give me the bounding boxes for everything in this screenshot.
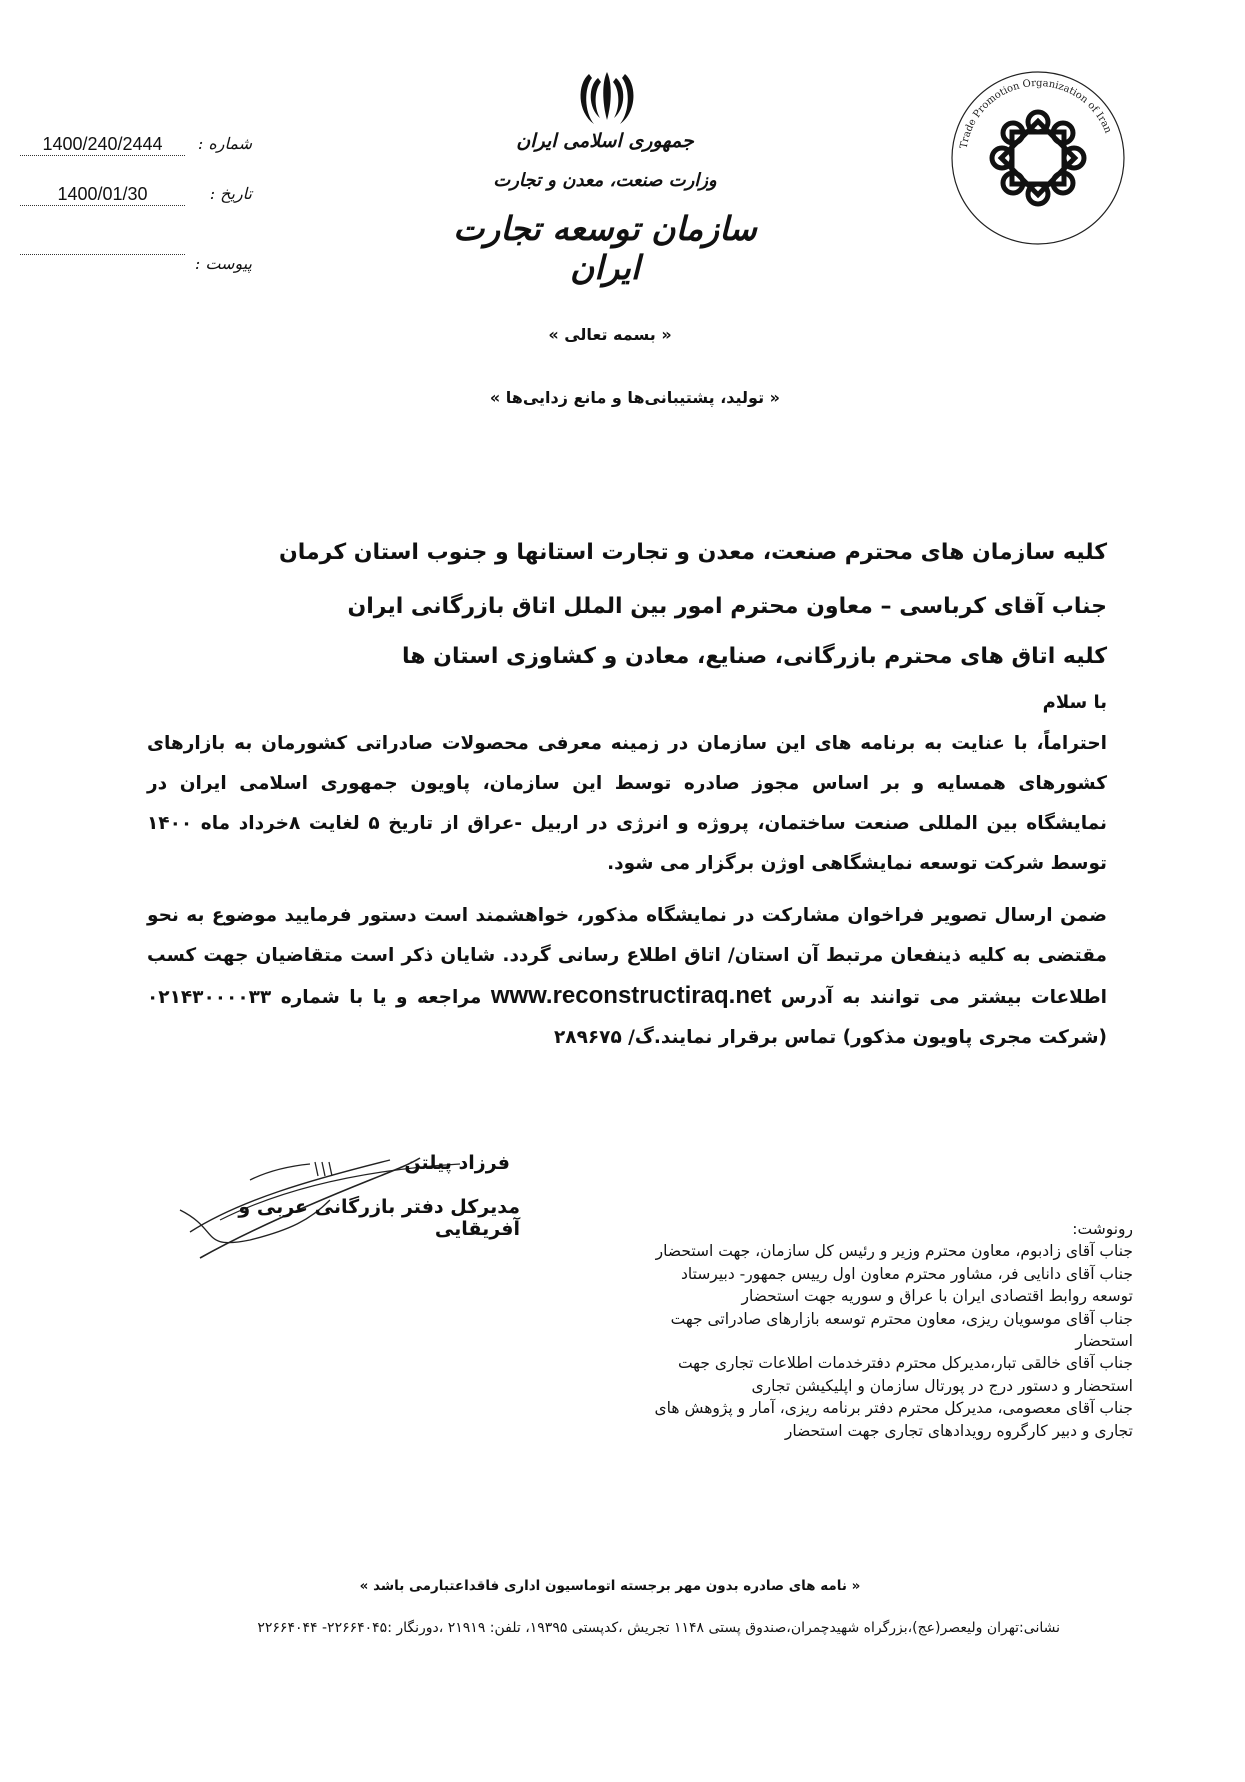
cc-list	[653, 1218, 1133, 1442]
tpo-seal-logo	[948, 68, 1128, 248]
letterhead	[440, 130, 770, 287]
ministry-title: وزارت صنعت، معدن و تجارت	[493, 170, 717, 191]
cc-item: جناب آقای خالقی تبار،مدیرکل محترم دفترخدمات اطلاعات تجاری جهت استحضار و دستور درج در پورتال سازمان و اپلیکیشن تجاری	[677, 1354, 1133, 1395]
letter-number-value: 1400/240/2444	[20, 134, 185, 156]
footer-address: نشانی:تهران ولیعصر(عج)،بزرگراه شهیدچمران،صندوق پستی ۱۱۴۸ تجریش ،کدپستی ۱۹۳۹۵، تلفن: ۲۱۹۱۹ ،دورنگار :۲۲۶۶۴۰۴۵- ۲۲۶۶۴۰۴۴	[257, 1620, 1060, 1636]
letter-number-label: شماره :	[197, 134, 252, 153]
cc-item: جناب آقای معصومی، مدیرکل محترم دفتر برنامه ریزی، آمار و پژوهش های تجاری و دبیر کارگروه رویدادهای تجاری جهت استحضار	[654, 1399, 1133, 1440]
cc-heading: رونوشت:	[1072, 1220, 1133, 1238]
iran-emblem-icon	[572, 68, 642, 128]
footer-validity-note: « نامه های صادره بدون مهر برجسته اتوماسیون اداری فاقداعتبارمی باشد »	[359, 1578, 861, 1594]
cc-item: جناب آقای دانایی فر، مشاور محترم معاون اول رییس جمهور- دبیرستاد توسعه روابط اقتصادی ایران با عراق و سوریه جهت استحضار	[681, 1264, 1133, 1306]
attachment-value	[20, 254, 185, 255]
attachment-row	[20, 254, 260, 280]
organization-title: سازمان توسعه تجارت ایران	[453, 209, 757, 287]
signatory-name: فرزاد پیلتن	[404, 1152, 510, 1174]
cc-item: جناب آقای زادبوم، معاون محترم وزیر و رئیس کل سازمان، جهت استحضار	[655, 1242, 1133, 1261]
basmala: « بسمه تعالی »	[548, 325, 672, 344]
republic-title: جمهوری اسلامی ایران	[516, 130, 694, 152]
recipient-line-3: کلیه اتاق های محترم بازرگانی، صنایع، معادن و کشاوزی استان ها	[402, 644, 1107, 669]
attachment-label: پیوست :	[194, 254, 252, 273]
website-link[interactable]: www.reconstructiraq.net	[490, 982, 772, 1009]
body-paragraph-2	[147, 896, 1107, 1058]
letter-date-value: 1400/01/30	[20, 184, 185, 206]
body-paragraph-2-text-b: مراجعه و یا با شماره ۰۲۱۴۳۰۰۰۰۳۳ (شرکت مجری پاویون مذکور) تماس برقرار نمایند.گ/ ۲۸۹۶۷۵	[147, 987, 1107, 1048]
recipient-line-2: جناب آقای کرباسی – معاون محترم امور بین الملل اتاق بازرگانی ایران	[347, 594, 1107, 619]
recipient-line-1: کلیه سازمان های محترم صنعت، معدن و تجارت استانها و جنوب استان کرمان	[278, 540, 1107, 565]
letter-number-row	[20, 134, 260, 160]
letter-date-row	[20, 184, 260, 210]
body-paragraph-2-text-a: ضمن ارسال تصویر فراخوان مشارکت در نمایشگاه مذکور، خواهشمند است دستور فرمایید موضوع به نحو مقتضی به کلیه ذینفعان مرتبط آن استان/ اتاق اطلاع رسانی گردد. شایان ذکر است متقاضیان جهت کسب اطلاعات بیشتر می توانند به آدرس	[147, 905, 1107, 1008]
svg-text:Trade Promotion Organization o: Trade Promotion Organization of Iran	[958, 77, 1114, 150]
letter-date-label: تاریخ :	[209, 184, 252, 203]
cc-item: جناب آقای موسویان ریزی، معاون محترم توسعه بازارهای صادراتی جهت استحضار	[670, 1309, 1133, 1351]
greeting: با سلام	[1042, 692, 1107, 713]
signatory-title: مدیرکل دفتر بازرگانی عربی و آفریقایی	[238, 1196, 520, 1240]
year-slogan: « تولید، پشتیبانی‌ها و مانع زدایی‌ها »	[489, 388, 780, 407]
body-paragraph-1: احتراماً، با عنایت به برنامه های این سازمان در زمینه معرفی محصولات صادراتی کشورمان به بازارهای کشورهای همسایه و بر اساس مجوز صادره توسط این سازمان، پاویون جمهوری اسلامی ایران در نمایشگاه بین المللی صنعت ساختمان، پروژه و انرژی در اربیل -عراق از تاریخ ۵ لغایت ۸خرداد ماه ۱۴۰۰ توسط شرکت توسعه نمایشگاهی اوژن برگزار می شود.	[147, 733, 1107, 874]
